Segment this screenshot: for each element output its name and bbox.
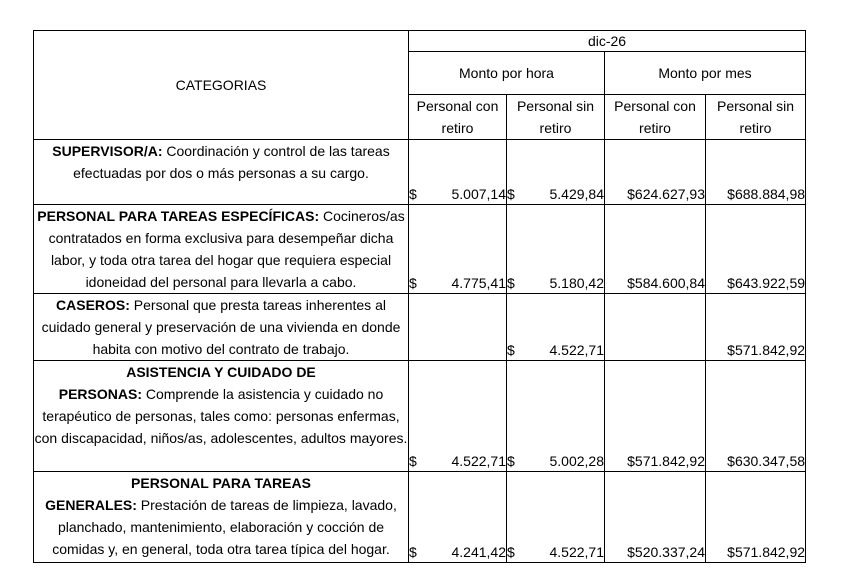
- amount: 5.002,28: [549, 453, 604, 469]
- hourly-with-retiro-value: [409, 294, 507, 361]
- category-text: Comprende la asistencia y cuidado no terapéutico de personas, tales como: personas enfermas, con discapacidad, niños/as, adolescentes, adultos mayores.: [34, 386, 408, 446]
- period-header: dic-26: [409, 31, 806, 52]
- monthly-with-retiro-value: $584.600,84: [605, 205, 706, 294]
- category-text: Prestación de tareas de limpieza, lavado, planchado, mantenimiento, elaboración y cocción de comidas y, en general, toda otra tarea típica del hogar.: [52, 497, 397, 557]
- category-description: [34, 205, 409, 294]
- subheader-line: Personal con: [614, 98, 696, 114]
- currency-symbol: $: [507, 453, 515, 469]
- amount: 4.522,71: [549, 342, 604, 358]
- monthly-with-retiro-value: $624.627,93: [605, 140, 706, 205]
- hourly-without-retiro-value: [507, 294, 605, 361]
- subheader-line: Personal con: [416, 98, 499, 114]
- currency-symbol: $: [409, 275, 417, 291]
- amount: 4.775,41: [451, 275, 506, 291]
- subheader-monthly-without-retiro: [706, 95, 806, 140]
- hourly-with-retiro-value: [409, 140, 507, 205]
- category-text: Cocineros/as contratados en forma exclusiva para desempeñar dicha labor, y toda otra tarea del hogar que requiera especial idoneidad del personal para llevarla a cabo.: [48, 208, 405, 290]
- category-text: Personal que presta tareas inherentes al cuidado general y preservación de una vivienda en donde habita con motivo del contrato de trabajo.: [41, 297, 401, 357]
- category-title: SUPERVISOR/A:: [52, 143, 163, 159]
- category-title-line: ASISTENCIA Y CUIDADO DE: [126, 364, 316, 380]
- currency-symbol: $: [409, 544, 417, 560]
- monthly-amount-header: Monto por mes: [605, 52, 806, 95]
- subheader-line: retiro: [639, 120, 671, 136]
- monthly-with-retiro-value: $520.337,24: [605, 472, 706, 563]
- category-description: [34, 294, 409, 361]
- currency-symbol: $: [507, 342, 515, 358]
- hourly-without-retiro-value: [507, 140, 605, 205]
- categories-header: CATEGORIAS: [34, 31, 409, 140]
- hourly-without-retiro-value: [507, 205, 605, 294]
- hourly-without-retiro-value: [507, 361, 605, 472]
- monthly-without-retiro-value: $643.922,59: [706, 205, 806, 294]
- hourly-with-retiro-value: [409, 472, 507, 563]
- monthly-without-retiro-value: $688.884,98: [706, 140, 806, 205]
- amount: 4.522,71: [451, 453, 506, 469]
- currency-symbol: $: [507, 544, 515, 560]
- table-row: [34, 294, 806, 361]
- subheader-line: retiro: [539, 120, 572, 136]
- amount: 4.522,71: [549, 544, 604, 560]
- hourly-with-retiro-value: [409, 361, 507, 472]
- amount: 4.241,42: [451, 544, 506, 560]
- subheader-line: retiro: [441, 120, 474, 136]
- monthly-without-retiro-value: $571.842,92: [706, 472, 806, 563]
- table-row: [34, 361, 806, 472]
- category-title: PERSONAL PARA TAREAS ESPECÍFICAS:: [37, 208, 320, 224]
- category-title: PERSONAS:: [58, 386, 142, 402]
- category-title: GENERALES:: [45, 497, 137, 513]
- currency-symbol: $: [409, 453, 417, 469]
- subheader-line: Personal sin: [716, 98, 795, 114]
- currency-symbol: $: [409, 186, 417, 202]
- category-title-line: PERSONAL PARA TAREAS: [131, 475, 311, 491]
- subheader-hourly-without-retiro: [507, 95, 605, 140]
- monthly-with-retiro-value: [605, 294, 706, 361]
- subheader-line: Personal sin: [516, 98, 595, 114]
- category-title: CASEROS:: [56, 297, 130, 313]
- category-description: [34, 472, 409, 563]
- hourly-without-retiro-value: [507, 472, 605, 563]
- category-description: [34, 361, 409, 472]
- hourly-with-retiro-value: [409, 205, 507, 294]
- table-row: [34, 140, 806, 205]
- amount: 5.429,84: [549, 186, 604, 202]
- monthly-with-retiro-value: $571.842,92: [605, 361, 706, 472]
- salary-table: [33, 30, 806, 563]
- hourly-amount-header: Monto por hora: [409, 52, 605, 95]
- monthly-without-retiro-value: $571.842,92: [706, 294, 806, 361]
- currency-symbol: $: [507, 186, 515, 202]
- subheader-monthly-with-retiro: [605, 95, 706, 140]
- subheader-line: retiro: [739, 120, 772, 136]
- table-row: [34, 205, 806, 294]
- category-text: Coordinación y control de las tareas efectuadas por dos o más personas a su cargo.: [73, 143, 390, 181]
- monthly-without-retiro-value: $630.347,58: [706, 361, 806, 472]
- amount: 5.180,42: [549, 275, 604, 291]
- table-row: [34, 472, 806, 563]
- subheader-hourly-with-retiro: [409, 95, 507, 140]
- currency-symbol: $: [507, 275, 515, 291]
- amount: 5.007,14: [451, 186, 506, 202]
- category-description: [34, 140, 409, 205]
